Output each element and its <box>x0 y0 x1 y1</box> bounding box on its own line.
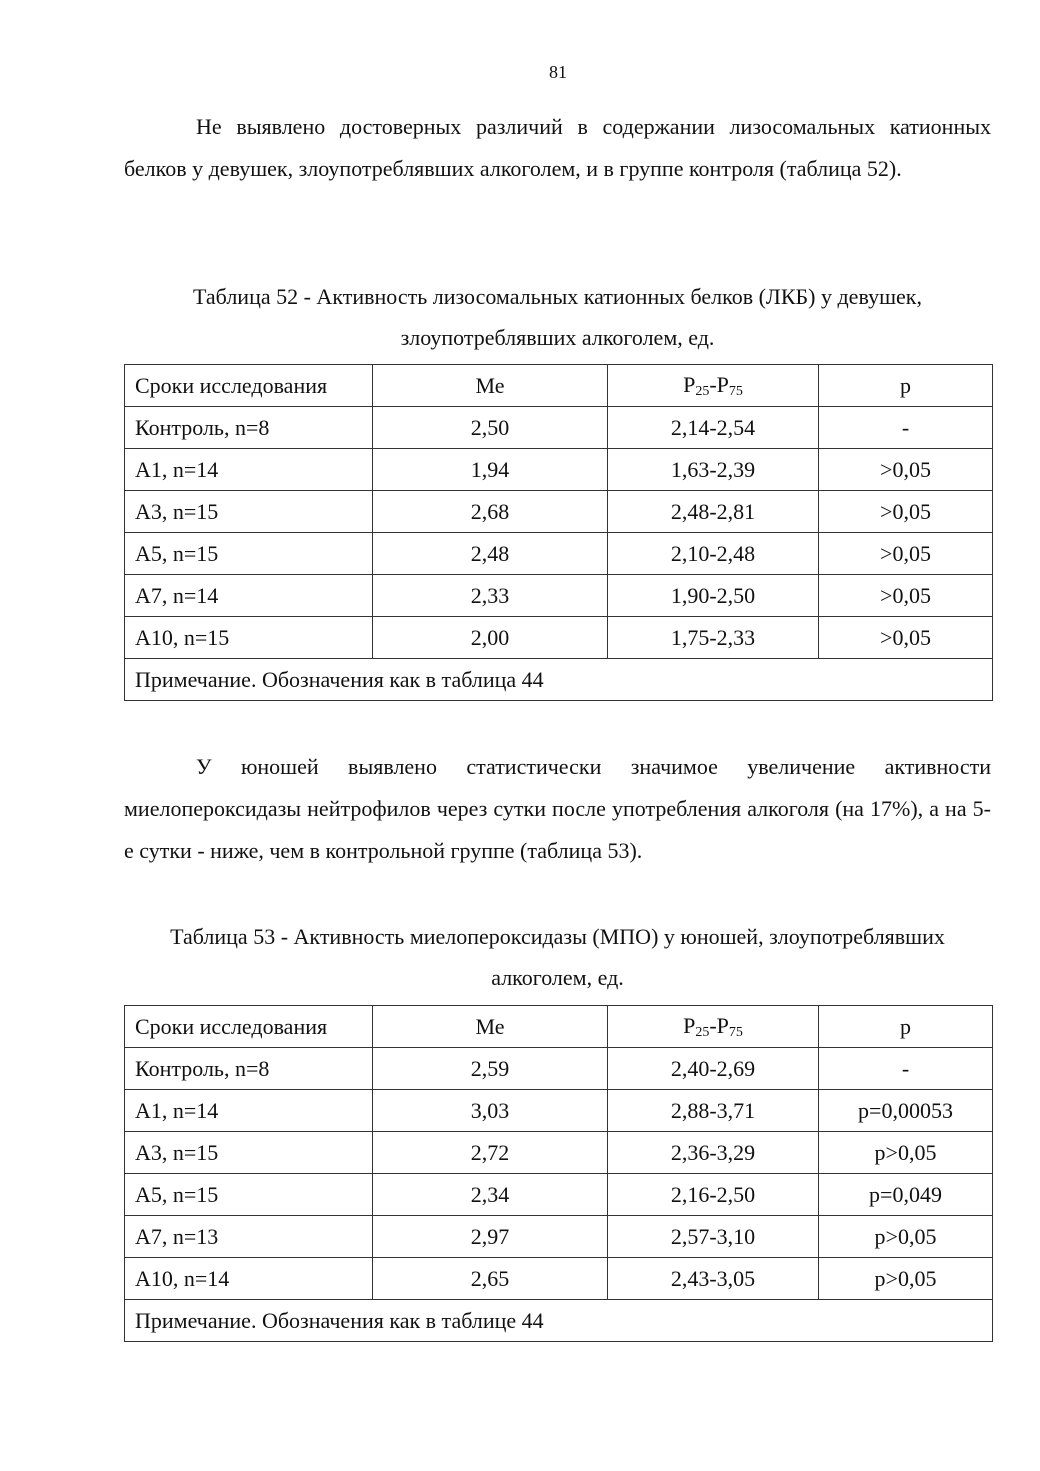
cell-range: 2,16-2,50 <box>608 1174 819 1216</box>
table-53-caption <box>124 916 991 998</box>
cell-range: 2,88-3,71 <box>608 1090 819 1132</box>
p-sub-75: 75 <box>728 383 743 399</box>
cell-p: >0,05 <box>819 449 993 491</box>
cell-p: p=0,049 <box>819 1174 993 1216</box>
cell-range: 1,63-2,39 <box>608 449 819 491</box>
cell-me: 2,72 <box>373 1132 608 1174</box>
cell-me: 2,00 <box>373 617 608 659</box>
table-note-row <box>125 1300 993 1342</box>
table-note: Примечание. Обозначения как в таблица 44 <box>125 659 993 701</box>
cell-p: >0,05 <box>819 617 993 659</box>
cell-p: - <box>819 1048 993 1090</box>
table-52-caption-line2: злоупотреблявших алкоголем, ед. <box>400 325 715 350</box>
table-row <box>125 449 993 491</box>
p-dash: -P <box>709 371 729 397</box>
header-p: p <box>819 365 993 407</box>
header-period: Сроки исследования <box>125 1006 373 1048</box>
table-header-row <box>125 1006 993 1048</box>
cell-me: 1,94 <box>373 449 608 491</box>
table-row <box>125 1216 993 1258</box>
table-53-caption-line1: Таблица 53 - Активность миелопероксидазы (МПО) у юношей, злоупотреблявших <box>170 924 945 949</box>
cell-period: А1, n=14 <box>125 1090 373 1132</box>
table-52-caption-line1: Таблица 52 - Активность лизосомальных катионных белков (ЛКБ) у девушек, <box>193 284 922 309</box>
cell-period: Контроль, n=8 <box>125 1048 373 1090</box>
cell-period: А7, n=13 <box>125 1216 373 1258</box>
paragraph-lkb-summary: Не выявлено достоверных различий в содержании лизосомальных катионных белков у девушек, злоупотреблявших алкоголем, и в группе контроля (таблица 52). <box>124 114 991 181</box>
cell-period: А1, n=14 <box>125 449 373 491</box>
cell-me: 2,34 <box>373 1174 608 1216</box>
cell-p: >0,05 <box>819 533 993 575</box>
cell-range: 1,75-2,33 <box>608 617 819 659</box>
table-row <box>125 617 993 659</box>
table-row <box>125 491 993 533</box>
cell-period: А3, n=15 <box>125 1132 373 1174</box>
cell-me: 2,68 <box>373 491 608 533</box>
table-row <box>125 575 993 617</box>
cell-me: 2,33 <box>373 575 608 617</box>
cell-range: 2,40-2,69 <box>608 1048 819 1090</box>
table-note-row <box>125 659 993 701</box>
cell-me: 2,50 <box>373 407 608 449</box>
cell-period: А10, n=14 <box>125 1258 373 1300</box>
cell-range: 2,43-3,05 <box>608 1258 819 1300</box>
cell-me: 2,97 <box>373 1216 608 1258</box>
table-53-caption-line2: алкоголем, ед. <box>491 965 624 990</box>
cell-me: 2,48 <box>373 533 608 575</box>
cell-period: А7, n=14 <box>125 575 373 617</box>
p-sub-25: 25 <box>695 383 710 399</box>
cell-p: >0,05 <box>819 575 993 617</box>
cell-period: А5, n=15 <box>125 533 373 575</box>
table-row <box>125 533 993 575</box>
table-52-caption <box>124 276 991 358</box>
cell-range: 1,90-2,50 <box>608 575 819 617</box>
p-sub-25: 25 <box>695 1024 710 1040</box>
cell-p: - <box>819 407 993 449</box>
header-me: Ме <box>373 365 608 407</box>
table-row <box>125 407 993 449</box>
header-period: Сроки исследования <box>125 365 373 407</box>
cell-period: А3, n=15 <box>125 491 373 533</box>
table-row <box>125 1174 993 1216</box>
cell-range: 2,48-2,81 <box>608 491 819 533</box>
p-sub-75: 75 <box>728 1024 743 1040</box>
p-base: P <box>683 1012 696 1038</box>
cell-p: p=0,00053 <box>819 1090 993 1132</box>
cell-period: А10, n=15 <box>125 617 373 659</box>
table-row <box>125 1048 993 1090</box>
cell-p: p>0,05 <box>819 1216 993 1258</box>
table-52 <box>124 364 993 701</box>
p-base: P <box>683 371 696 397</box>
cell-period: Контроль, n=8 <box>125 407 373 449</box>
cell-p: >0,05 <box>819 491 993 533</box>
table-row <box>125 1132 993 1174</box>
paragraph-mpo-summary: У юношей выявлено статистически значимое увеличение активности миелопероксидазы нейтрофилов через сутки после употребления алкоголя (на 17%), а на 5-е сутки - ниже, чем в контрольной группе (таблица 53). <box>124 754 991 863</box>
table-header-row <box>125 365 993 407</box>
cell-me: 2,59 <box>373 1048 608 1090</box>
header-me: Ме <box>373 1006 608 1048</box>
header-percentile-range <box>608 365 819 407</box>
cell-me: 2,65 <box>373 1258 608 1300</box>
cell-range: 2,10-2,48 <box>608 533 819 575</box>
header-percentile-range <box>608 1006 819 1048</box>
cell-me: 3,03 <box>373 1090 608 1132</box>
page-number: 81 <box>549 62 567 82</box>
cell-range: 2,57-3,10 <box>608 1216 819 1258</box>
table-row <box>125 1090 993 1132</box>
table-row <box>125 1258 993 1300</box>
cell-p: p>0,05 <box>819 1132 993 1174</box>
cell-range: 2,36-3,29 <box>608 1132 819 1174</box>
cell-range: 2,14-2,54 <box>608 407 819 449</box>
table-53 <box>124 1005 993 1342</box>
cell-p: p>0,05 <box>819 1258 993 1300</box>
p-dash: -P <box>709 1012 729 1038</box>
table-note: Примечание. Обозначения как в таблице 44 <box>125 1300 993 1342</box>
cell-period: А5, n=15 <box>125 1174 373 1216</box>
header-p: p <box>819 1006 993 1048</box>
